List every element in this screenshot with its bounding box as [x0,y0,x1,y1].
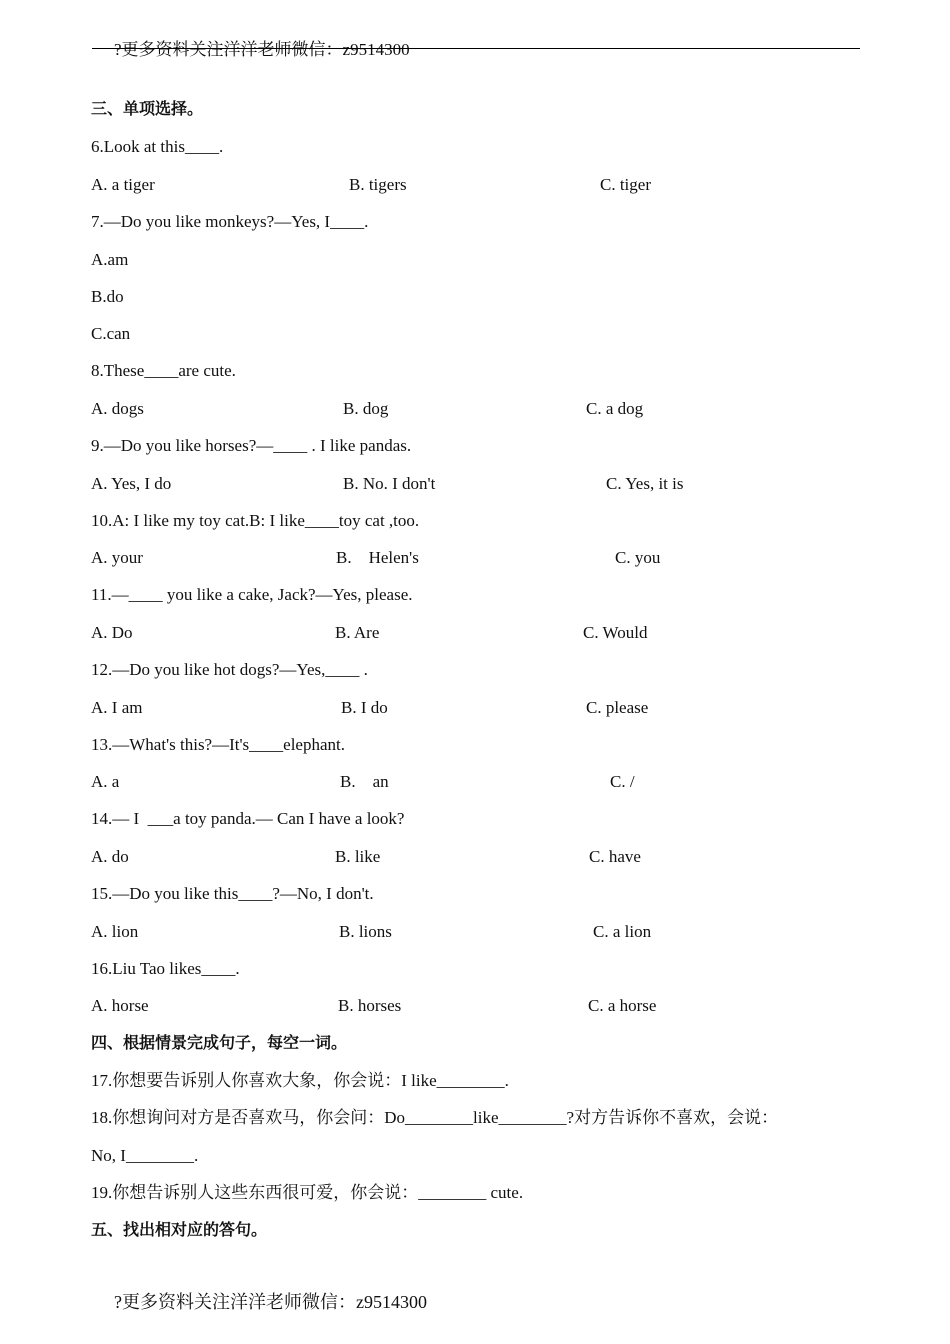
option-c: C. / [610,772,635,791]
option-b: B. dog [343,399,389,418]
option-c: C. you [615,548,661,567]
fill-in-question: 18.你想询问对方是否喜欢马，你会问：Do________like________?对方告诉你不喜欢，会说： [91,1108,779,1127]
option-b: B. like [335,847,381,866]
option-b: B. Are [335,623,380,642]
option-c: C. a horse [588,996,657,1015]
option-b: B. No. I don't [343,474,436,493]
option-c: C. please [586,698,649,717]
page-header-text: ?更多资料关注洋洋老师微信：z9514300 [114,40,410,59]
option-a: A. a tiger [91,175,155,194]
option-a: A. dogs [91,399,144,418]
option-c: C. Yes, it is [606,474,684,493]
option-a: A.am [91,250,129,269]
option-b: B. tigers [349,175,407,194]
option-b: B. Helen's [336,548,419,567]
option-b: B.do [91,287,124,306]
question-stem: 7.—Do you like monkeys?—Yes, I____. [91,212,369,231]
option-a: A. horse [91,996,149,1015]
option-a: A. Do [91,623,133,642]
option-c: C. a lion [593,922,652,941]
option-a: A. do [91,847,129,866]
option-b: B. I do [341,698,388,717]
question-stem: 6.Look at this____. [91,137,224,156]
header-rule [92,48,860,49]
question-stem: 10.A: I like my toy cat.B: I like____toy cat ,too. [91,511,420,530]
fill-in-question: 17.你想要告诉别人你喜欢大象，你会说：I like________. [91,1071,509,1090]
fill-in-question: 19.你想告诉别人这些东西很可爱，你会说：________ cute. [91,1183,524,1202]
option-c: C. Would [583,623,648,642]
question-stem: 12.—Do you like hot dogs?—Yes,____ . [91,660,368,679]
option-c: C. tiger [600,175,651,194]
page-footer-text: ?更多资料关注洋洋老师微信：z9514300 [114,1292,427,1312]
option-b: B. lions [339,922,392,941]
fill-in-question-continued: No, I________. [91,1146,199,1165]
option-c: C. have [589,847,641,866]
option-a: A. your [91,548,143,567]
question-stem: 13.—What's this?—It's____elephant. [91,735,345,754]
section-title: 四、根据情景完成句子，每空一词。 [91,1033,348,1052]
section-title: 五、找出相对应的答句。 [91,1220,268,1239]
section-title: 三、单项选择。 [91,99,204,118]
question-stem: 9.—Do you like horses?—____ . I like pandas. [91,436,412,455]
option-a: A. lion [91,922,139,941]
option-c: C.can [91,324,131,343]
question-stem: 11.—____ you like a cake, Jack?—Yes, please. [91,585,413,604]
option-b: B. horses [338,996,402,1015]
option-c: C. a dog [586,399,644,418]
question-stem: 8.These____are cute. [91,361,236,380]
question-stem: 15.—Do you like this____?—No, I don't. [91,884,374,903]
question-stem: 16.Liu Tao likes____. [91,959,240,978]
option-a: A. I am [91,698,143,717]
option-b: B. an [340,772,389,791]
option-a: A. a [91,772,120,791]
question-stem: 14.— I ___a toy panda.— Can I have a look? [91,809,405,828]
option-a: A. Yes, I do [91,474,172,493]
